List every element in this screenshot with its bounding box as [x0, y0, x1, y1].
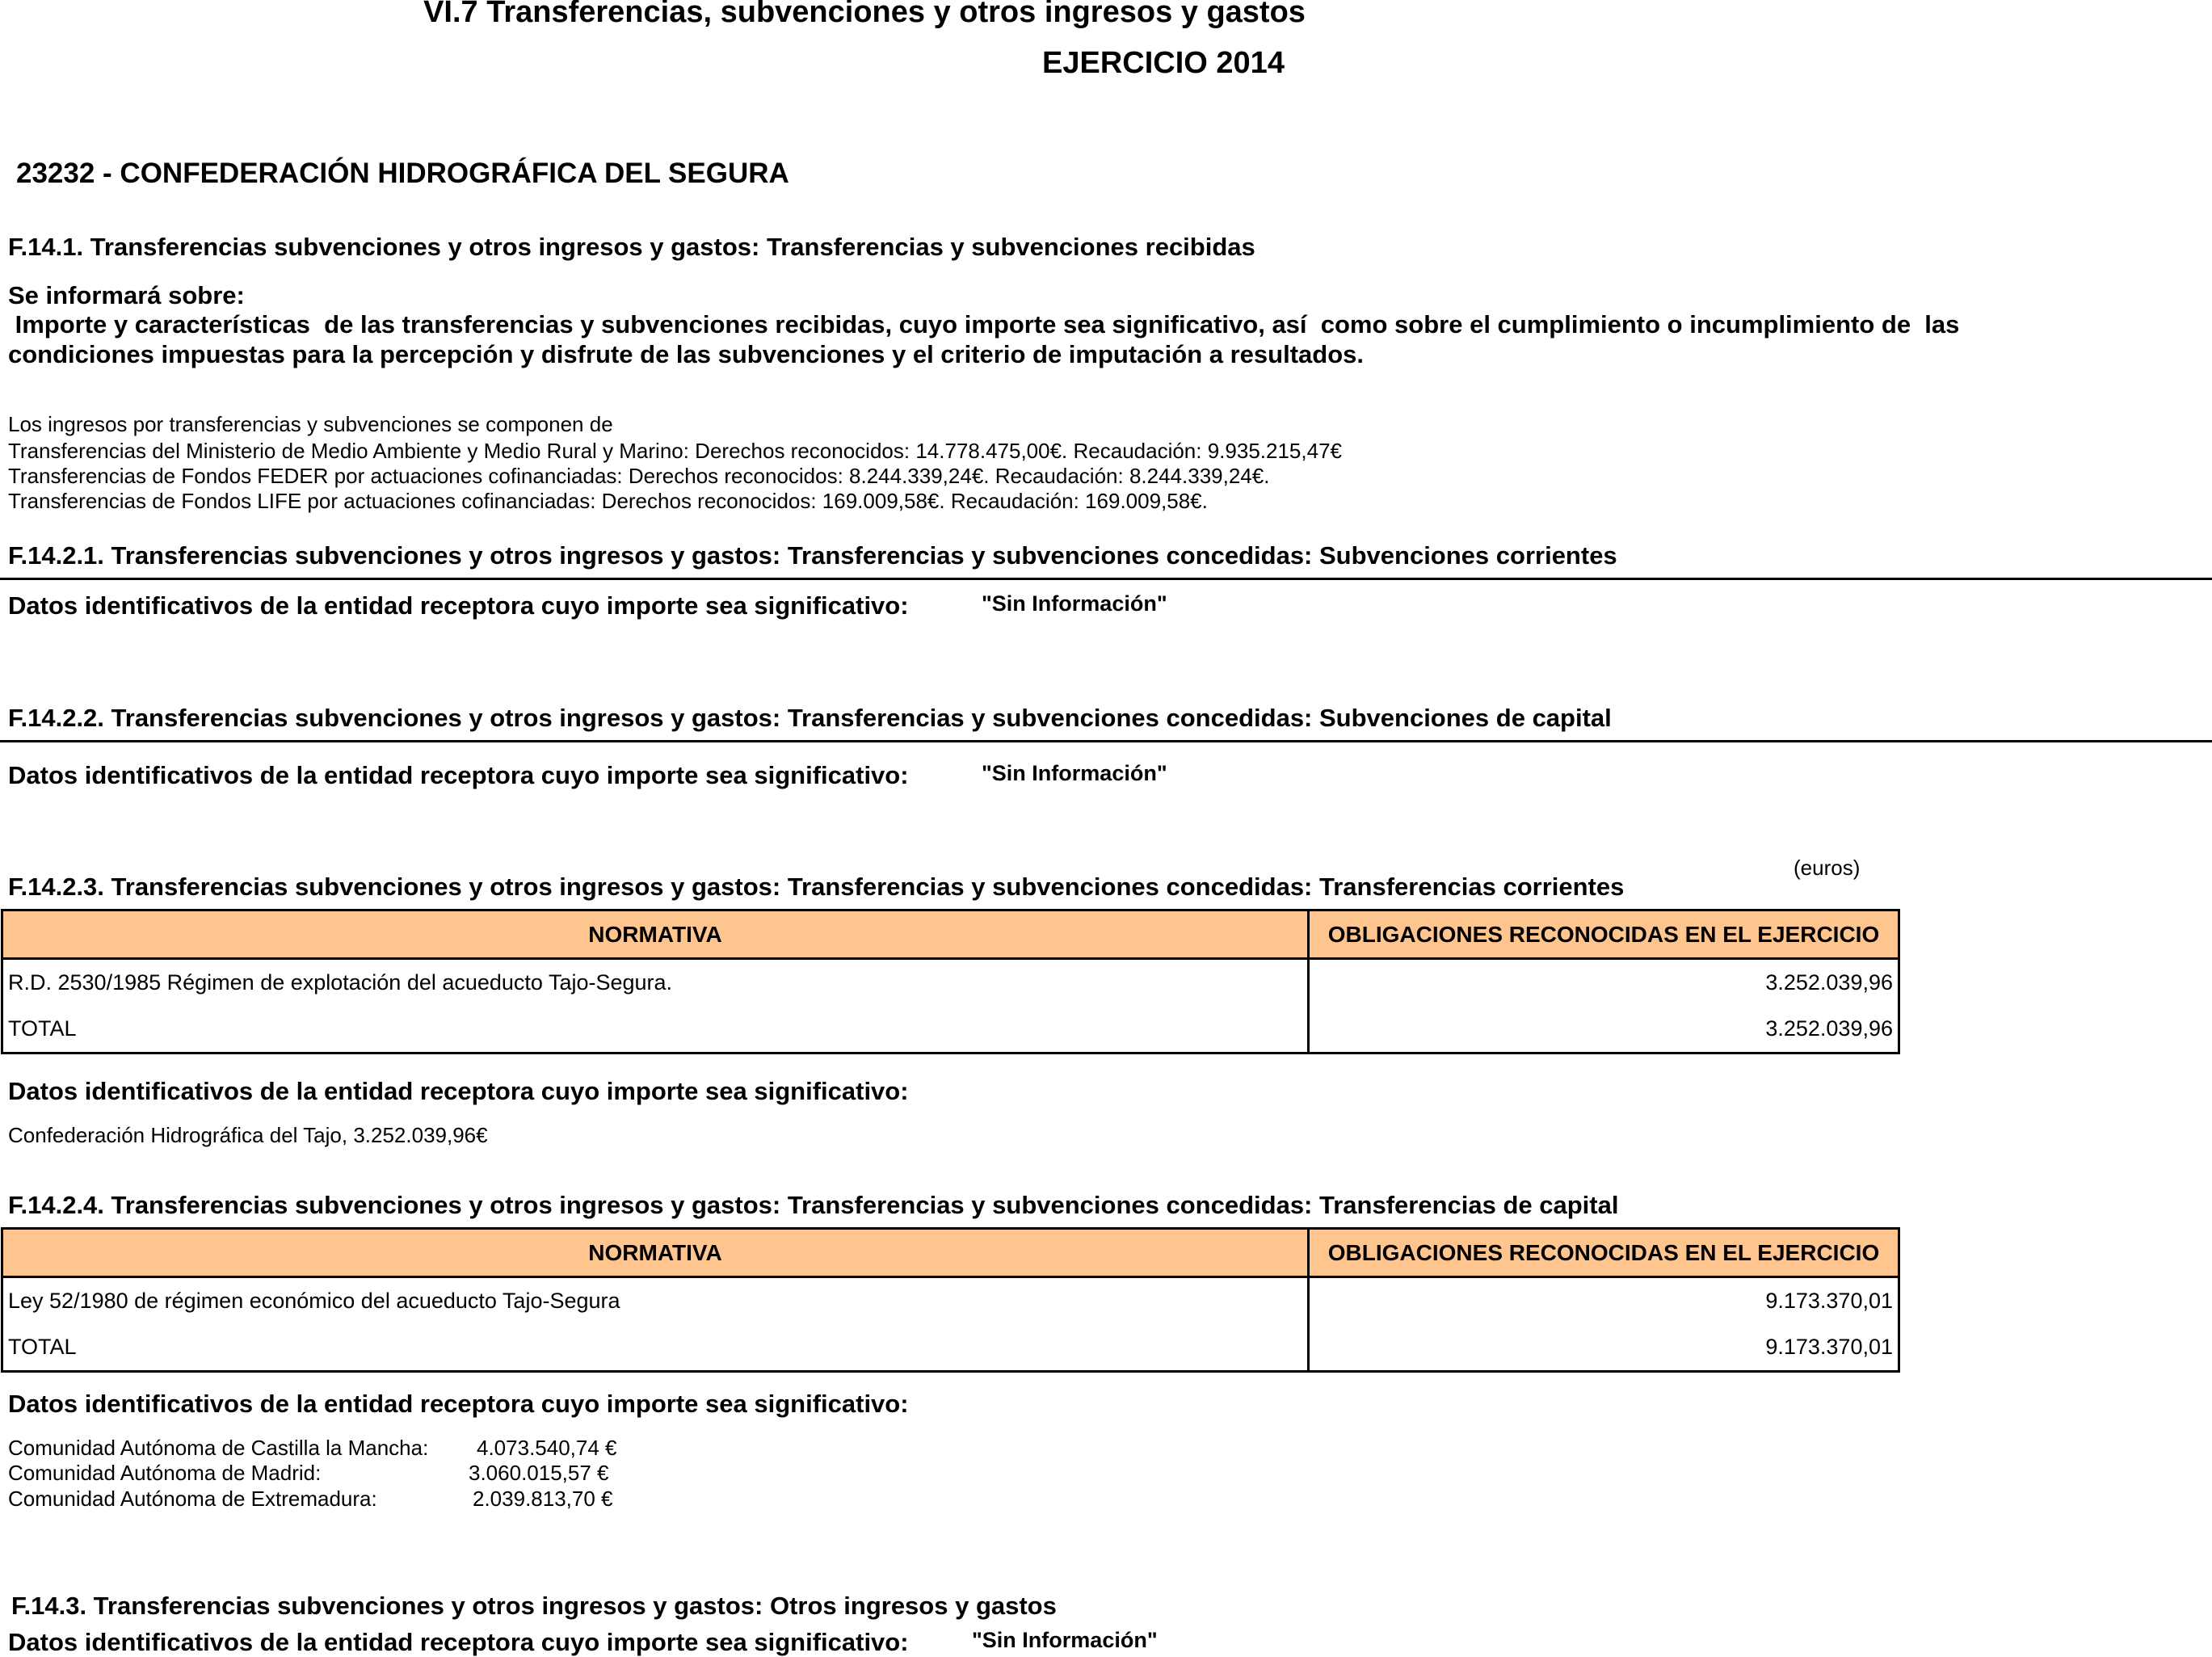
table-row: [2, 1006, 1899, 1053]
section-heading-f1423: F.14.2.3. Transferencias subvenciones y otros ingresos y gastos: Transferencias y subvenciones concedidas: Transferencias corrientes: [8, 873, 1625, 901]
receptor-amount: 4.073.540,74 €: [477, 1436, 617, 1460]
table-row: [2, 959, 1899, 1007]
transferencias-capital-table: [1, 1227, 1900, 1373]
income-line: Transferencias de Fondos LIFE por actuaciones cofinanciadas: Derechos reconocidos: 169.009,58€. Recaudación: 169.009,58€.: [8, 489, 1208, 513]
receptor-amount: 2.039.813,70 €: [473, 1487, 613, 1511]
total-label-cell: TOTAL: [2, 1006, 1309, 1053]
receptor-entity: Confederación Hidrográfica del Tajo, 3.252.039,96€: [8, 1123, 488, 1147]
inform-label: Se informará sobre:: [8, 281, 245, 309]
income-line: Los ingresos por transferencias y subvenciones se componen de: [8, 412, 613, 436]
entity-title: 23232 - CONFEDERACIÓN HIDROGRÁFICA DEL SEGURA: [16, 158, 789, 189]
total-label-cell: TOTAL: [2, 1324, 1309, 1372]
receptor-label: Datos identificativos de la entidad receptora cuyo importe sea significativo:: [8, 1077, 909, 1105]
units-label: (euros): [1794, 856, 1861, 880]
page-title: VI.7 Transferencias, subvenciones y otros ingresos y gastos: [423, 0, 1306, 29]
amount-cell: 9.173.370,01: [1309, 1277, 1899, 1325]
receptor-name: Comunidad Autónoma de Madrid:: [8, 1461, 322, 1485]
inform-line-2: condiciones impuestas para la percepción y disfrute de las subvenciones y el criterio de imputación a resultados.: [8, 340, 1364, 368]
receptor-label: Datos identificativos de la entidad receptora cuyo importe sea significativo:: [8, 1390, 909, 1418]
normativa-cell: R.D. 2530/1985 Régimen de explotación del acueducto Tajo-Segura.: [2, 959, 1309, 1007]
sin-informacion: "Sin Información": [982, 761, 1167, 785]
column-header-obligaciones: OBLIGACIONES RECONOCIDAS EN EL EJERCICIO: [1309, 1229, 1899, 1277]
sin-informacion: "Sin Información": [972, 1628, 1158, 1652]
section-heading-f1424: F.14.2.4. Transferencias subvenciones y otros ingresos y gastos: Transferencias y subvenciones concedidas: Transferencias de capital: [8, 1191, 1619, 1219]
total-amount-cell: 3.252.039,96: [1309, 1006, 1899, 1053]
receptor-label: Datos identificativos de la entidad receptora cuyo importe sea significativo:: [8, 591, 909, 620]
income-line: Transferencias de Fondos FEDER por actuaciones cofinanciadas: Derechos reconocidos: 8.244.339,24€. Recaudación: 8.244.339,24€.: [8, 464, 1270, 488]
section-heading-f143: F.14.3. Transferencias subvenciones y otros ingresos y gastos: Otros ingresos y gastos: [11, 1592, 1057, 1620]
divider: [0, 578, 2212, 580]
receptor-name: Comunidad Autónoma de Castilla la Mancha:: [8, 1436, 429, 1460]
receptor-label: Datos identificativos de la entidad receptora cuyo importe sea significativo:: [8, 1628, 909, 1656]
column-header-normativa: NORMATIVA: [2, 911, 1309, 959]
amount-cell: 3.252.039,96: [1309, 959, 1899, 1007]
receptor-name: Comunidad Autónoma de Extremadura:: [8, 1487, 377, 1511]
section-heading-f141: F.14.1. Transferencias subvenciones y otros ingresos y gastos: Transferencias y subvenciones recibidas: [8, 233, 1255, 261]
receptor-amount: 3.060.015,57 €: [469, 1461, 609, 1485]
total-amount-cell: 9.173.370,01: [1309, 1324, 1899, 1372]
normativa-cell: Ley 52/1980 de régimen económico del acueducto Tajo-Segura: [2, 1277, 1309, 1325]
fiscal-year: EJERCICIO 2014: [1042, 46, 1285, 80]
section-heading-f1421: F.14.2.1. Transferencias subvenciones y otros ingresos y gastos: Transferencias y subvenciones concedidas: Subvenciones corrientes: [8, 541, 1617, 570]
divider: [0, 740, 2212, 742]
receptor-label: Datos identificativos de la entidad receptora cuyo importe sea significativo:: [8, 761, 909, 789]
table-row: [2, 1277, 1899, 1325]
transferencias-corrientes-table: [1, 909, 1900, 1054]
table-row: [2, 1324, 1899, 1372]
income-line: Transferencias del Ministerio de Medio Ambiente y Medio Rural y Marino: Derechos reconocidos: 14.778.475,00€. Recaudación: 9.935.215,47€: [8, 439, 1342, 463]
column-header-normativa: NORMATIVA: [2, 1229, 1309, 1277]
column-header-obligaciones: OBLIGACIONES RECONOCIDAS EN EL EJERCICIO: [1309, 911, 1899, 959]
section-heading-f1422: F.14.2.2. Transferencias subvenciones y otros ingresos y gastos: Transferencias y subvenciones concedidas: Subvenciones de capital: [8, 704, 1612, 732]
inform-line-1: Importe y características de las transferencias y subvenciones recibidas, cuyo importe sea significativo, así como sobre el cumplimiento o incumplimiento de las: [8, 310, 1960, 339]
sin-informacion: "Sin Información": [982, 591, 1167, 616]
